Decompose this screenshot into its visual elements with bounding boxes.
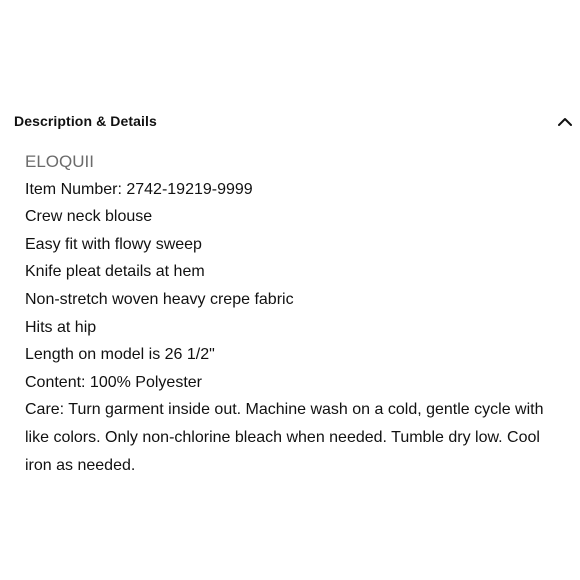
item-number: Item Number: 2742-19219-9999: [25, 180, 253, 198]
detail-line: Content: 100% Polyester: [25, 373, 202, 391]
detail-line: Easy fit with flowy sweep: [25, 235, 202, 253]
chevron-up-icon[interactable]: [556, 112, 574, 130]
detail-line: Non-stretch woven heavy crepe fabric: [25, 290, 294, 308]
detail-line: Hits at hip: [25, 318, 97, 336]
care-instructions: Care: Turn garment inside out. Machine wash on a cold, gentle cycle with like colors. Only non-chlorine bleach when needed. Tumble dry low. Cool iron as needed.: [25, 401, 544, 474]
description-details-content: [25, 148, 565, 479]
detail-line: Crew neck blouse: [25, 208, 153, 226]
detail-line: Knife pleat details at hem: [25, 263, 205, 281]
brand-name: ELOQUII: [25, 152, 94, 171]
section-title: Description & Details: [14, 113, 157, 129]
detail-line: Length on model is 26 1/2": [25, 346, 215, 364]
description-details-header[interactable]: [14, 108, 576, 134]
